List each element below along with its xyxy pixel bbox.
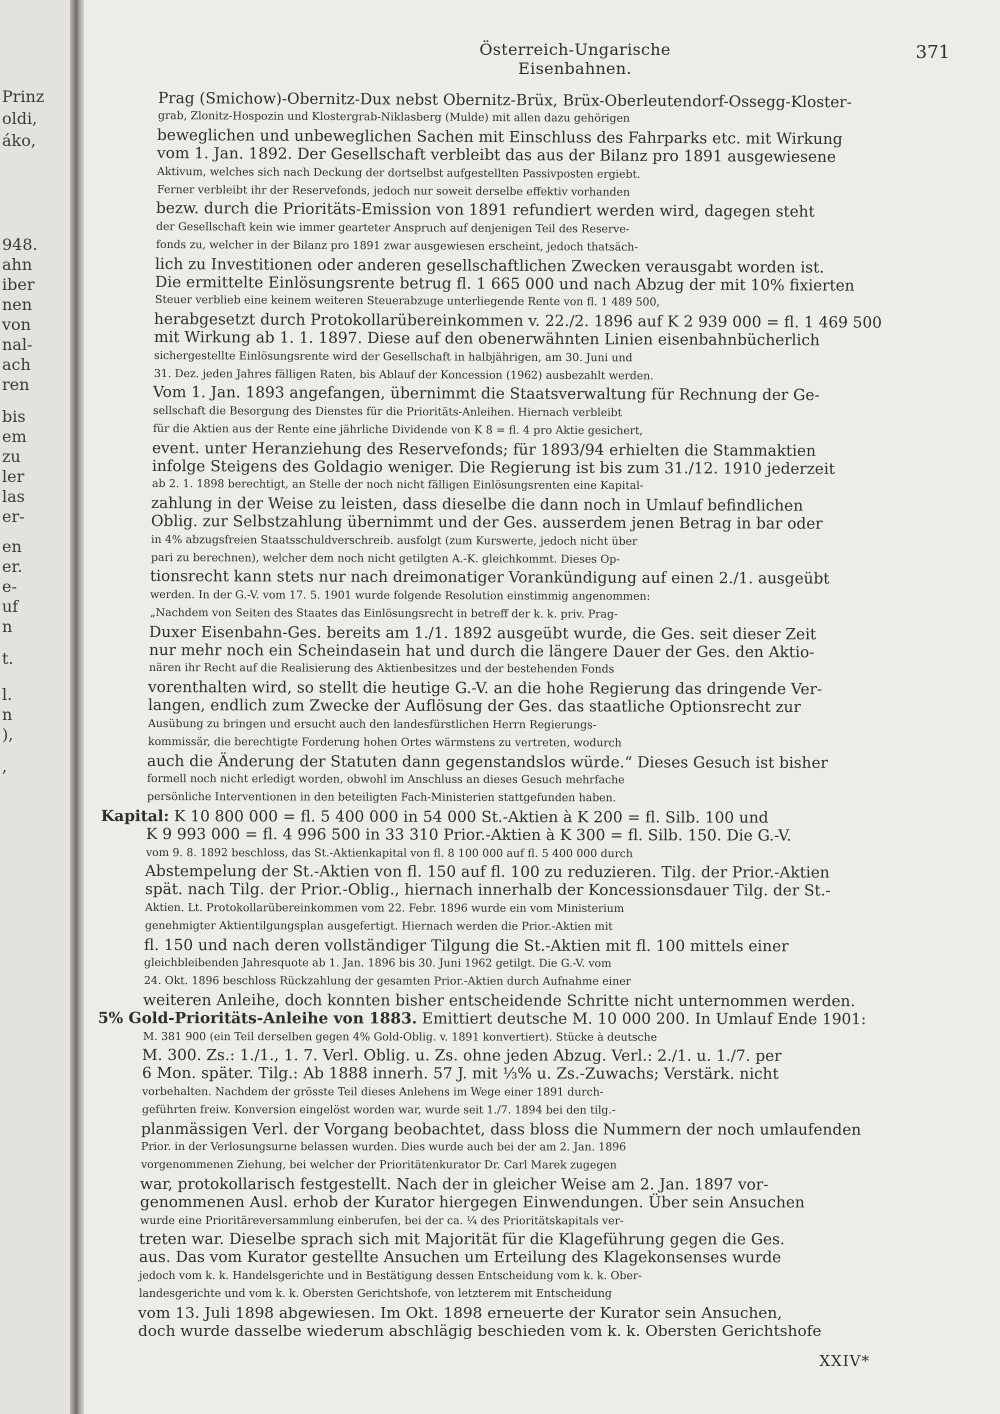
line-text: fonds zu, welcher in der Bilanz pro 1891 zwar ausgewiesen erscheint, jedoch thatsäch- [155,238,638,254]
line-text: lich zu Investitionen oder anderen gesellschaftlichen Zwecken verausgabt worden ist. [155,254,825,277]
previous-page-fragment: ach [2,355,31,374]
line-text: Abstempelung der St.-Aktien von fl. 150 auf fl. 100 zu reduzieren. Tilg. der Prior.-Aktien [145,861,831,882]
previous-page-fragment: nal- [2,335,33,354]
line-text: der Gesellschaft kein wie immer gearteter Anspruch auf denjenigen Teil des Reserve- [155,219,630,236]
line-text: werden. In der G.-V. vom 17. 5. 1901 wurde folgende Resolution einstimmig angenommen: [149,587,651,603]
line-text: geführten freiw. Konversion eingelöst worden war, wurde seit 1./7. 1894 bei den tilg.- [141,1103,616,1117]
line-text: landesgerichte und vom k. k. Obersten Gerichtshofe, von letzterem mit Entscheidung [138,1287,612,1301]
line-text: Aktivum, welches sich nach Deckung der dortselbst aufgestellten Passivposten ergiebt. [156,164,641,181]
line-text: Emittiert deutsche M. 10 000 200. In Umlauf Ende 1901: [421,1009,867,1029]
signature-mark: XXIV* [819,1352,870,1370]
line-text: mit Wirkung ab 1. 1. 1897. Diese auf den obenerwähnten Linien eisenbahnbücherlich [154,328,820,350]
line-text: Duxer Eisenbahn-Ges. bereits am 1./1. 1892 ausgeübt wurde, die Ges. seit dieser Zeit [149,622,817,643]
line-text: vorgenommenen Ziehung, bei welcher der Prioritätenkurator Dr. Carl Marek zugegen [140,1158,617,1172]
previous-page-fragment: er. [2,557,23,576]
line-text: Aktien. Lt. Protokollarübereinkommen vom 22. Febr. 1896 wurde ein vom Ministerium [144,900,624,915]
line-text: wurde eine Prioritäreversammlung einberufen, bei der ca. ¼ des Prioritätskapitals ver- [139,1213,624,1227]
line-text: sellschaft die Besorgung des Dienstes für die Prioritäts-Anleihen. Hiernach verbleibt [152,403,623,419]
text-line [140,1192,912,1212]
previous-page-fragment: iber [2,275,35,294]
line-text: grab, Zlonitz-Hospozin und Klostergrab-Niklasberg (Mulde) mit allen dazu gehörigen [157,109,630,126]
text-line [139,1284,910,1304]
previous-page-fragment: er- [2,507,25,526]
previous-page-fragment: Prinz [2,87,45,106]
book-gutter [70,0,84,1414]
line-text: nur mehr noch ein Scheindasein hat und durch die längere Dauer der Ges. den Aktio- [149,641,815,662]
previous-page-fragment: 948. [2,235,38,254]
previous-page-fragment: en [2,537,22,556]
previous-page-fragment: nen [2,295,33,314]
previous-page-fragment: n [2,617,13,636]
line-text: fl. 150 und nach deren vollständiger Tilgung die St.-Aktien mit fl. 100 mittels einer [144,935,789,955]
line-text: vom 13. Juli 1898 abgewiesen. Im Okt. 1898 erneuerte der Kurator sein Ansuchen, [138,1303,783,1322]
line-text: genehmigter Aktientilgungsplan ausgefertigt. Hiernach werden die Prior.-Aktien mit [144,919,613,934]
line-text: event. unter Heranziehung des Reservefonds; für 1893/94 erhielten die Stammaktien [152,438,817,460]
line-text: für die Aktien aus der Rente eine jährliche Dividende von K 8 = fl. 4 pro Aktie gesichert, [152,422,643,438]
line-text: zahlung in der Weise zu leisten, dass dieselbe die dann noch in Umlauf befindlichen [151,493,804,515]
line-text: auch die Änderung der Statuten dann gegenstandslos würde.“ Dieses Gesuch ist bisher [147,751,829,772]
text-line [139,1247,910,1267]
line-text: vorenthalten wird, so stellt die heutige G.-V. an die hohe Regierung das dringende Ver- [148,677,823,699]
line-text: K 10 800 000 = fl. 5 400 000 in 54 000 St.-Aktien à K 200 = fl. Silb. 100 und [174,806,769,827]
line-text: in 4% abzugsfreien Staatsschuldverschreib. ausfolgt (zum Kurswerte, jedoch nicht über [150,532,638,548]
line-text: vorbehalten. Nachdem der grösste Teil dieses Anlehens im Wege einer 1891 durch- [141,1084,604,1099]
text-line [142,1100,916,1121]
previous-page-fragment: l. [2,685,13,704]
previous-page-fragment: áko, [2,131,36,150]
line-text: Ferner verbleibt ihr der Reservefonds, jedoch nur soweit derselbe effektiv vorhanden [156,183,630,199]
line-text: aus. Das vom Kurator gestellte Ansuchen um Erteilung des Klagekonsenses wurde [139,1248,782,1267]
line-text: persönliche Interventionen in den beteiligten Fach-Ministerien stattgefunden haben. [146,790,616,805]
line-text: infolge Steigens des Goldagio weniger. Die Regierung ist bis zum 31./12. 1910 jederzeit [151,457,835,478]
previous-page-fragment: uf [2,597,19,616]
text-line [140,1211,912,1231]
line-text: doch wurde dasselbe wiederum abschlägig beschieden vom k. k. Obersten Gerichtshofe [138,1322,822,1340]
section-label: Kapital: [101,806,170,825]
previous-page-fragment: von [2,315,31,334]
previous-page-fragment: n [2,705,13,724]
line-text: Ausübung zu bringen und ersucht auch den landesfürstlichen Herrn Regierungs- [147,716,597,732]
line-text: beweglichen und unbeweglichen Sachen mit Einschluss des Fahrparks etc. mit Wirkung [157,125,844,148]
text-line [139,1266,910,1286]
line-text: pari zu berechnen), welcher dem noch nicht getilgten A.-K. gleichkommt. Dieses Op- [150,551,620,566]
line-text: Steuer verblieb eine keinem weiteren Steuerabzuge unterliegende Rente von fl. 1 489 500, [154,293,660,309]
previous-page-fragment: t. [2,649,14,668]
line-text: Oblig. zur Selbstzahlung übernimmt und der Ges. ausserdem jenen Betrag in bar oder [151,512,823,533]
line-text: bezw. durch die Prioritäts-Emission von 1891 refundiert werden wird, dagegen steht [156,199,815,222]
previous-page-fragment: ren [2,375,30,394]
text-line [138,1321,908,1341]
line-text: langen, endlich zum Zwecke der Auflösung der Ges. das staatliche Optionsrecht zur [148,696,802,717]
line-text: 6 Mon. später. Tilg.: Ab 1888 innerh. 57 J. mit ⅓% u. Zs.-Zuwachs; Verstärk. nicht [142,1064,779,1084]
line-text: vom 1. Jan. 1892. Der Gesellschaft verbleibt das aus der Bilanz pro 1891 ausgewiesene [157,144,837,167]
line-text: sichergestellte Einlösungsrente wird der Gesellschaft in halbjährigen, am 30. Juni und [153,348,633,364]
line-text: 31. Dez. jeden Jahres fälligen Raten, bis Ablauf der Koncession (1962) ausbezahlt werden. [153,367,654,383]
previous-page-margin [0,0,70,1414]
line-text: Vom 1. Jan. 1893 angefangen, übernimmt die Staatsverwaltung für Rechnung der Ge- [153,383,820,405]
line-text: gleichbleibenden Jahresquote ab 1. Jan. 1896 bis 30. Juni 1962 getilgt. Die G.-V. vom [143,955,612,970]
previous-page-fragment: , [2,757,8,776]
line-text: M. 381 900 (ein Teil derselben gegen 4% Gold-Oblig. v. 1891 konvertiert). Stücke à deutsche [142,1029,657,1044]
line-text: nären ihr Recht auf die Realisierung des Aktienbesitzes und der bestehenden Fonds [148,661,614,677]
previous-page-fragment: e- [2,577,17,596]
line-text: „Nachdem von Seiten des Staates das Einlösungsrecht in betreff der k. k. priv. Prag- [149,606,618,621]
previous-page-fragment: ), [2,725,14,744]
line-text: Prag (Smichow)-Obernitz-Dux nebst Obernitz-Brüx, Brüx-Oberleutendorf-Ossegg-Kloster- [157,89,852,112]
line-text: spät. nach Tilg. der Prior.-Oblig., hiernach innerhalb der Koncessionsdauer Tilg. der St.- [145,880,831,900]
previous-page-fragment: zu [2,447,21,466]
line-text: formell noch nicht erledigt worden, obwohl im Anschluss an dieses Gesuch mehrfache [146,771,625,787]
line-text: M. 300. Zs.: 1./1., 1. 7. Verl. Oblig. u. Zs. ohne jeden Abzug. Verl.: 2./1. u. 1./7. per [142,1045,783,1065]
previous-page-fragment: las [2,487,25,506]
line-text: planmässigen Verl. der Vorgang beobachtet, dass bloss die Nummern der noch umlaufenden [141,1119,862,1139]
previous-page-fragment: ahn [2,255,33,274]
line-text: weiteren Anleihe, doch konnten bisher entscheidende Schritte nicht unternommen werden. [143,990,856,1010]
running-title: Österreich-Ungarische Eisenbahnen. [479,40,671,78]
text-line [138,1303,908,1323]
line-text: genommenen Ausl. erhob der Kurator hiergegen Einwendungen. Über sein Ansuchen [140,1193,805,1212]
line-text: vom 9. 8. 1892 beschloss, das St.-Aktienkapital von fl. 8 100 000 auf fl. 5 400 000 durch [145,845,633,860]
line-text: war, protokollarisch festgestellt. Nach der in gleicher Weise am 2. Jan. 1897 vor- [140,1174,769,1194]
line-text: kommissär, die berechtigte Forderung hohen Ortes wärmstens zu vertreten, wodurch [147,735,622,750]
section-label: 5% Gold-Prioritäts-Anleihe von 1883. [98,1009,418,1028]
line-text: K 9 993 000 = fl. 4 996 500 in 33 310 Prior.-Aktien à K 300 = fl. Silb. 150. Die G.-V. [146,825,792,845]
line-text: Die ermittelte Einlösungsrente betrug fl. 1 665 000 und nach Abzug der mit 10% fixierten [154,273,855,295]
line-text: treten war. Dieselbe sprach sich mit Majorität für die Klageführung gegen die Ges. [139,1229,786,1249]
line-text: Prior. in der Verlosungsurne belassen wurden. Dies wurde auch bei der am 2. Jan. 1896 [140,1139,627,1154]
previous-page-fragment: ler [2,467,25,486]
previous-page-fragment: oldi, [2,109,38,128]
line-text: ab 2. 1. 1898 berechtigt, an Stelle der noch nicht fälligen Einlösungsrenten eine Kapital- [151,477,644,493]
previous-page-fragment: bis [2,407,26,426]
previous-page-fragment: em [2,427,27,446]
text-line [141,1155,914,1176]
line-text: jedoch vom k. k. Handelsgerichte und in Bestätigung dessen Entscheidung vom k. k. Ober- [138,1268,642,1282]
line-text: herabgesetzt durch Protokollarübereinkommen v. 22./2. 1896 auf K 2 939 000 = fl. 1 469 500 [154,309,883,332]
page-number: 371 [915,42,950,63]
line-text: tionsrecht kann stets nur nach dreimonatiger Vorankündigung auf einen 2./1. ausgeübt [150,567,830,589]
line-text: 24. Okt. 1896 beschloss Rückzahlung der gesamten Prior.-Aktien durch Aufnahme einer [143,974,631,989]
